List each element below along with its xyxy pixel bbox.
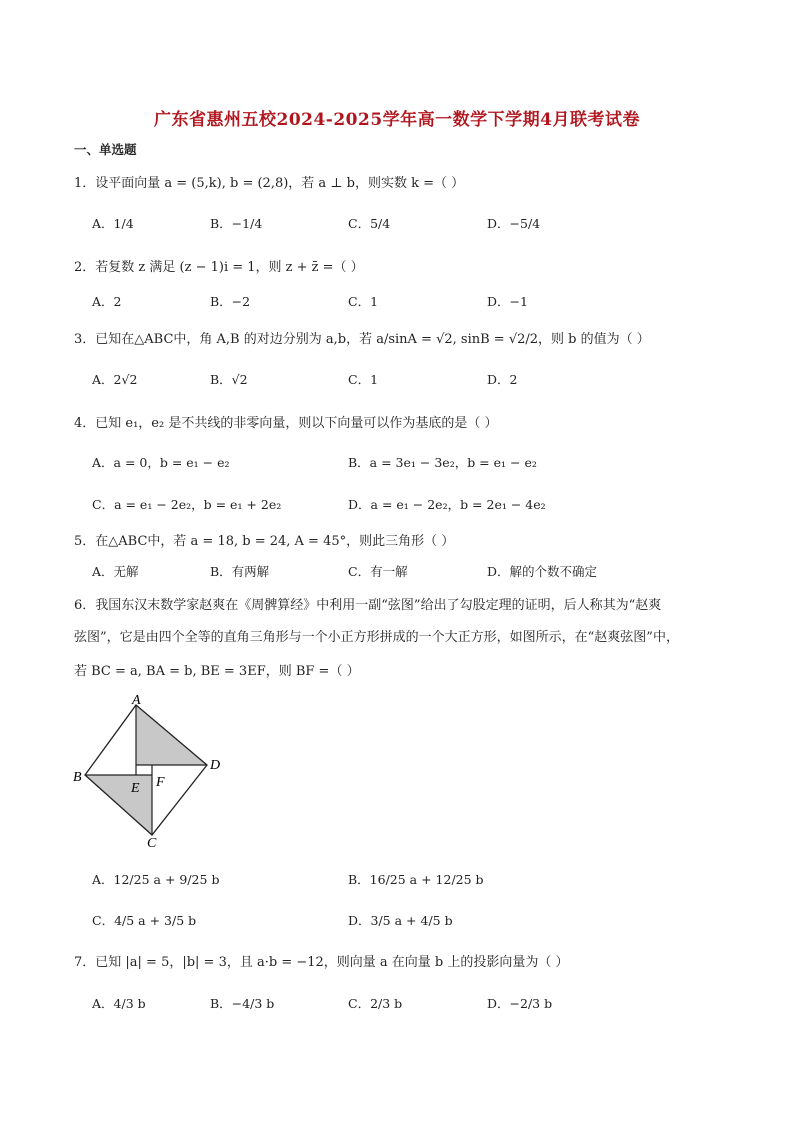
- q3-option-a[interactable]: A．2√2: [92, 372, 138, 387]
- page-title: 广东省惠州五校2024-2025学年高一数学下学期4月联考试卷: [153, 110, 640, 130]
- q2-option-d[interactable]: D．−1: [487, 294, 528, 309]
- section-heading: 一、单选题: [74, 142, 137, 157]
- q7-option-a[interactable]: A．4/3 b: [92, 996, 146, 1011]
- q3-option-b[interactable]: B．√2: [210, 372, 248, 387]
- q3-option-c[interactable]: C．1: [348, 372, 379, 387]
- q6-option-d[interactable]: D．3/5 a + 4/5 b: [348, 913, 453, 928]
- q7-option-c[interactable]: C．2/3 b: [348, 996, 403, 1011]
- question-6-line-1: 6．我国东汉末数学家赵爽在《周髀算经》中利用一副“弦图”给出了勾股定理的证明，后人称其为“赵爽: [74, 598, 662, 613]
- q4-option-a[interactable]: A．a = 0，b = e₁ − e₂: [92, 455, 230, 470]
- label-a: A: [132, 695, 141, 708]
- q1-option-c[interactable]: C．5/4: [348, 216, 391, 231]
- question-5: 5．在△ABC中，若 a = 18, b = 24, A = 45°，则此三角形（ ）: [74, 534, 455, 549]
- zhao-shuang-diagram: [70, 695, 230, 850]
- q4-option-b[interactable]: B．a = 3e₁ − 3e₂，b = e₁ − e₂: [348, 455, 537, 470]
- q6-option-a[interactable]: A．12/25 a + 9/25 b: [92, 872, 220, 887]
- label-b: B: [73, 770, 82, 785]
- q6-option-b[interactable]: B．16/25 a + 12/25 b: [348, 872, 484, 887]
- question-1: 1．设平面向量 a = (5,k), b = (2,8)，若 a ⊥ b，则实数 k =（ ）: [74, 176, 465, 191]
- question-4: 4．已知 e₁，e₂ 是不共线的非零向量，则以下向量可以作为基底的是（ ）: [74, 416, 498, 431]
- question-6-line-2: 弦图”，它是由四个全等的直角三角形与一个小正方形拼成的一个大正方形，如图所示，在“赵爽弦图”中，: [74, 630, 679, 645]
- q7-option-b[interactable]: B．−4/3 b: [210, 996, 275, 1011]
- q7-option-d[interactable]: D．−2/3 b: [487, 996, 553, 1011]
- q4-option-d[interactable]: D．a = e₁ − 2e₂，b = 2e₁ − 4e₂: [348, 497, 546, 512]
- question-7: 7．已知 |a| = 5，|b| = 3，且 a·b = −12，则向量 a 在向量 b 上的投影向量为（ ）: [74, 955, 569, 970]
- q6-option-c[interactable]: C．4/5 a + 3/5 b: [92, 913, 197, 928]
- q2-option-c[interactable]: C．1: [348, 294, 379, 309]
- q5-option-a[interactable]: A．无解: [92, 564, 139, 579]
- q1-option-a[interactable]: A．1/4: [92, 216, 134, 231]
- question-3: 3．已知在△ABC中，角 A,B 的对边分别为 a,b，若 a/sinA = √2, sinB = √2/2，则 b 的值为（ ）: [74, 332, 650, 347]
- q3-option-d[interactable]: D．2: [487, 372, 518, 387]
- q4-option-c[interactable]: C．a = e₁ − 2e₂，b = e₁ + 2e₂: [92, 497, 282, 512]
- q5-option-c[interactable]: C．有一解: [348, 564, 408, 579]
- question-2: 2．若复数 z 满足 (z − 1)i = 1，则 z + z̄ =（ ）: [74, 260, 364, 275]
- label-e: E: [131, 781, 140, 796]
- q5-option-d[interactable]: D．解的个数不确定: [487, 564, 598, 579]
- question-6-line-3: 若 BC = a, BA = b, BE = 3EF，则 BF =（ ）: [74, 664, 360, 679]
- label-d: D: [210, 758, 221, 773]
- q1-option-b[interactable]: B．−1/4: [210, 216, 263, 231]
- q2-option-a[interactable]: A．2: [92, 294, 122, 309]
- label-f: F: [156, 775, 165, 790]
- q1-option-d[interactable]: D．−5/4: [487, 216, 541, 231]
- q2-option-b[interactable]: B．−2: [210, 294, 251, 309]
- q5-option-b[interactable]: B．有两解: [210, 564, 270, 579]
- label-c: C: [147, 836, 157, 850]
